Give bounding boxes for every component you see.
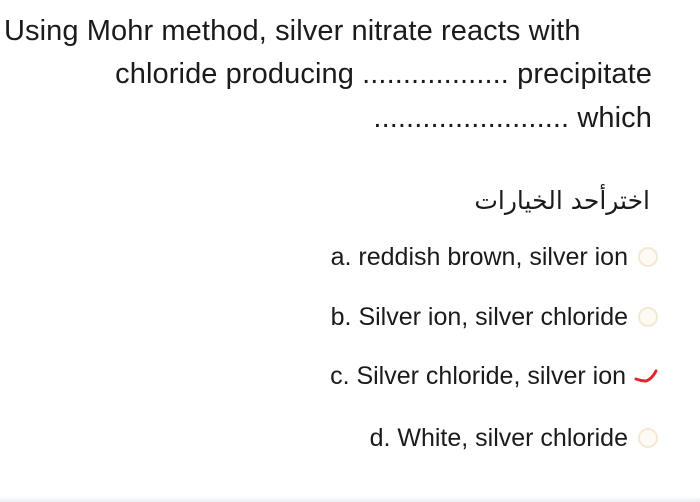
choose-one-instruction: اخترأحد الخيارات [474,186,650,215]
option-b-radio[interactable] [638,307,658,327]
question-line-2: chloride producing .................. precipitate [115,58,652,90]
question-line-1: Using Mohr method, silver nitrate reacts with [4,15,581,47]
bottom-edge [0,496,700,502]
option-c-label: c. Silver chloride, silver ion [330,362,626,390]
option-c[interactable] [330,356,658,396]
question-line-3: ........................ which [373,102,652,134]
question-text [0,0,700,160]
option-d-label: d. White, silver chloride [369,424,628,452]
option-d-radio[interactable] [638,428,658,448]
option-a-label: a. reddish brown, silver ion [330,243,628,271]
option-a[interactable] [331,237,658,277]
option-d[interactable] [370,418,658,458]
option-b[interactable] [331,297,658,337]
option-b-label: b. Silver ion, silver chloride [330,303,628,331]
check-mark-icon[interactable] [634,366,658,386]
option-a-radio[interactable] [638,247,658,267]
